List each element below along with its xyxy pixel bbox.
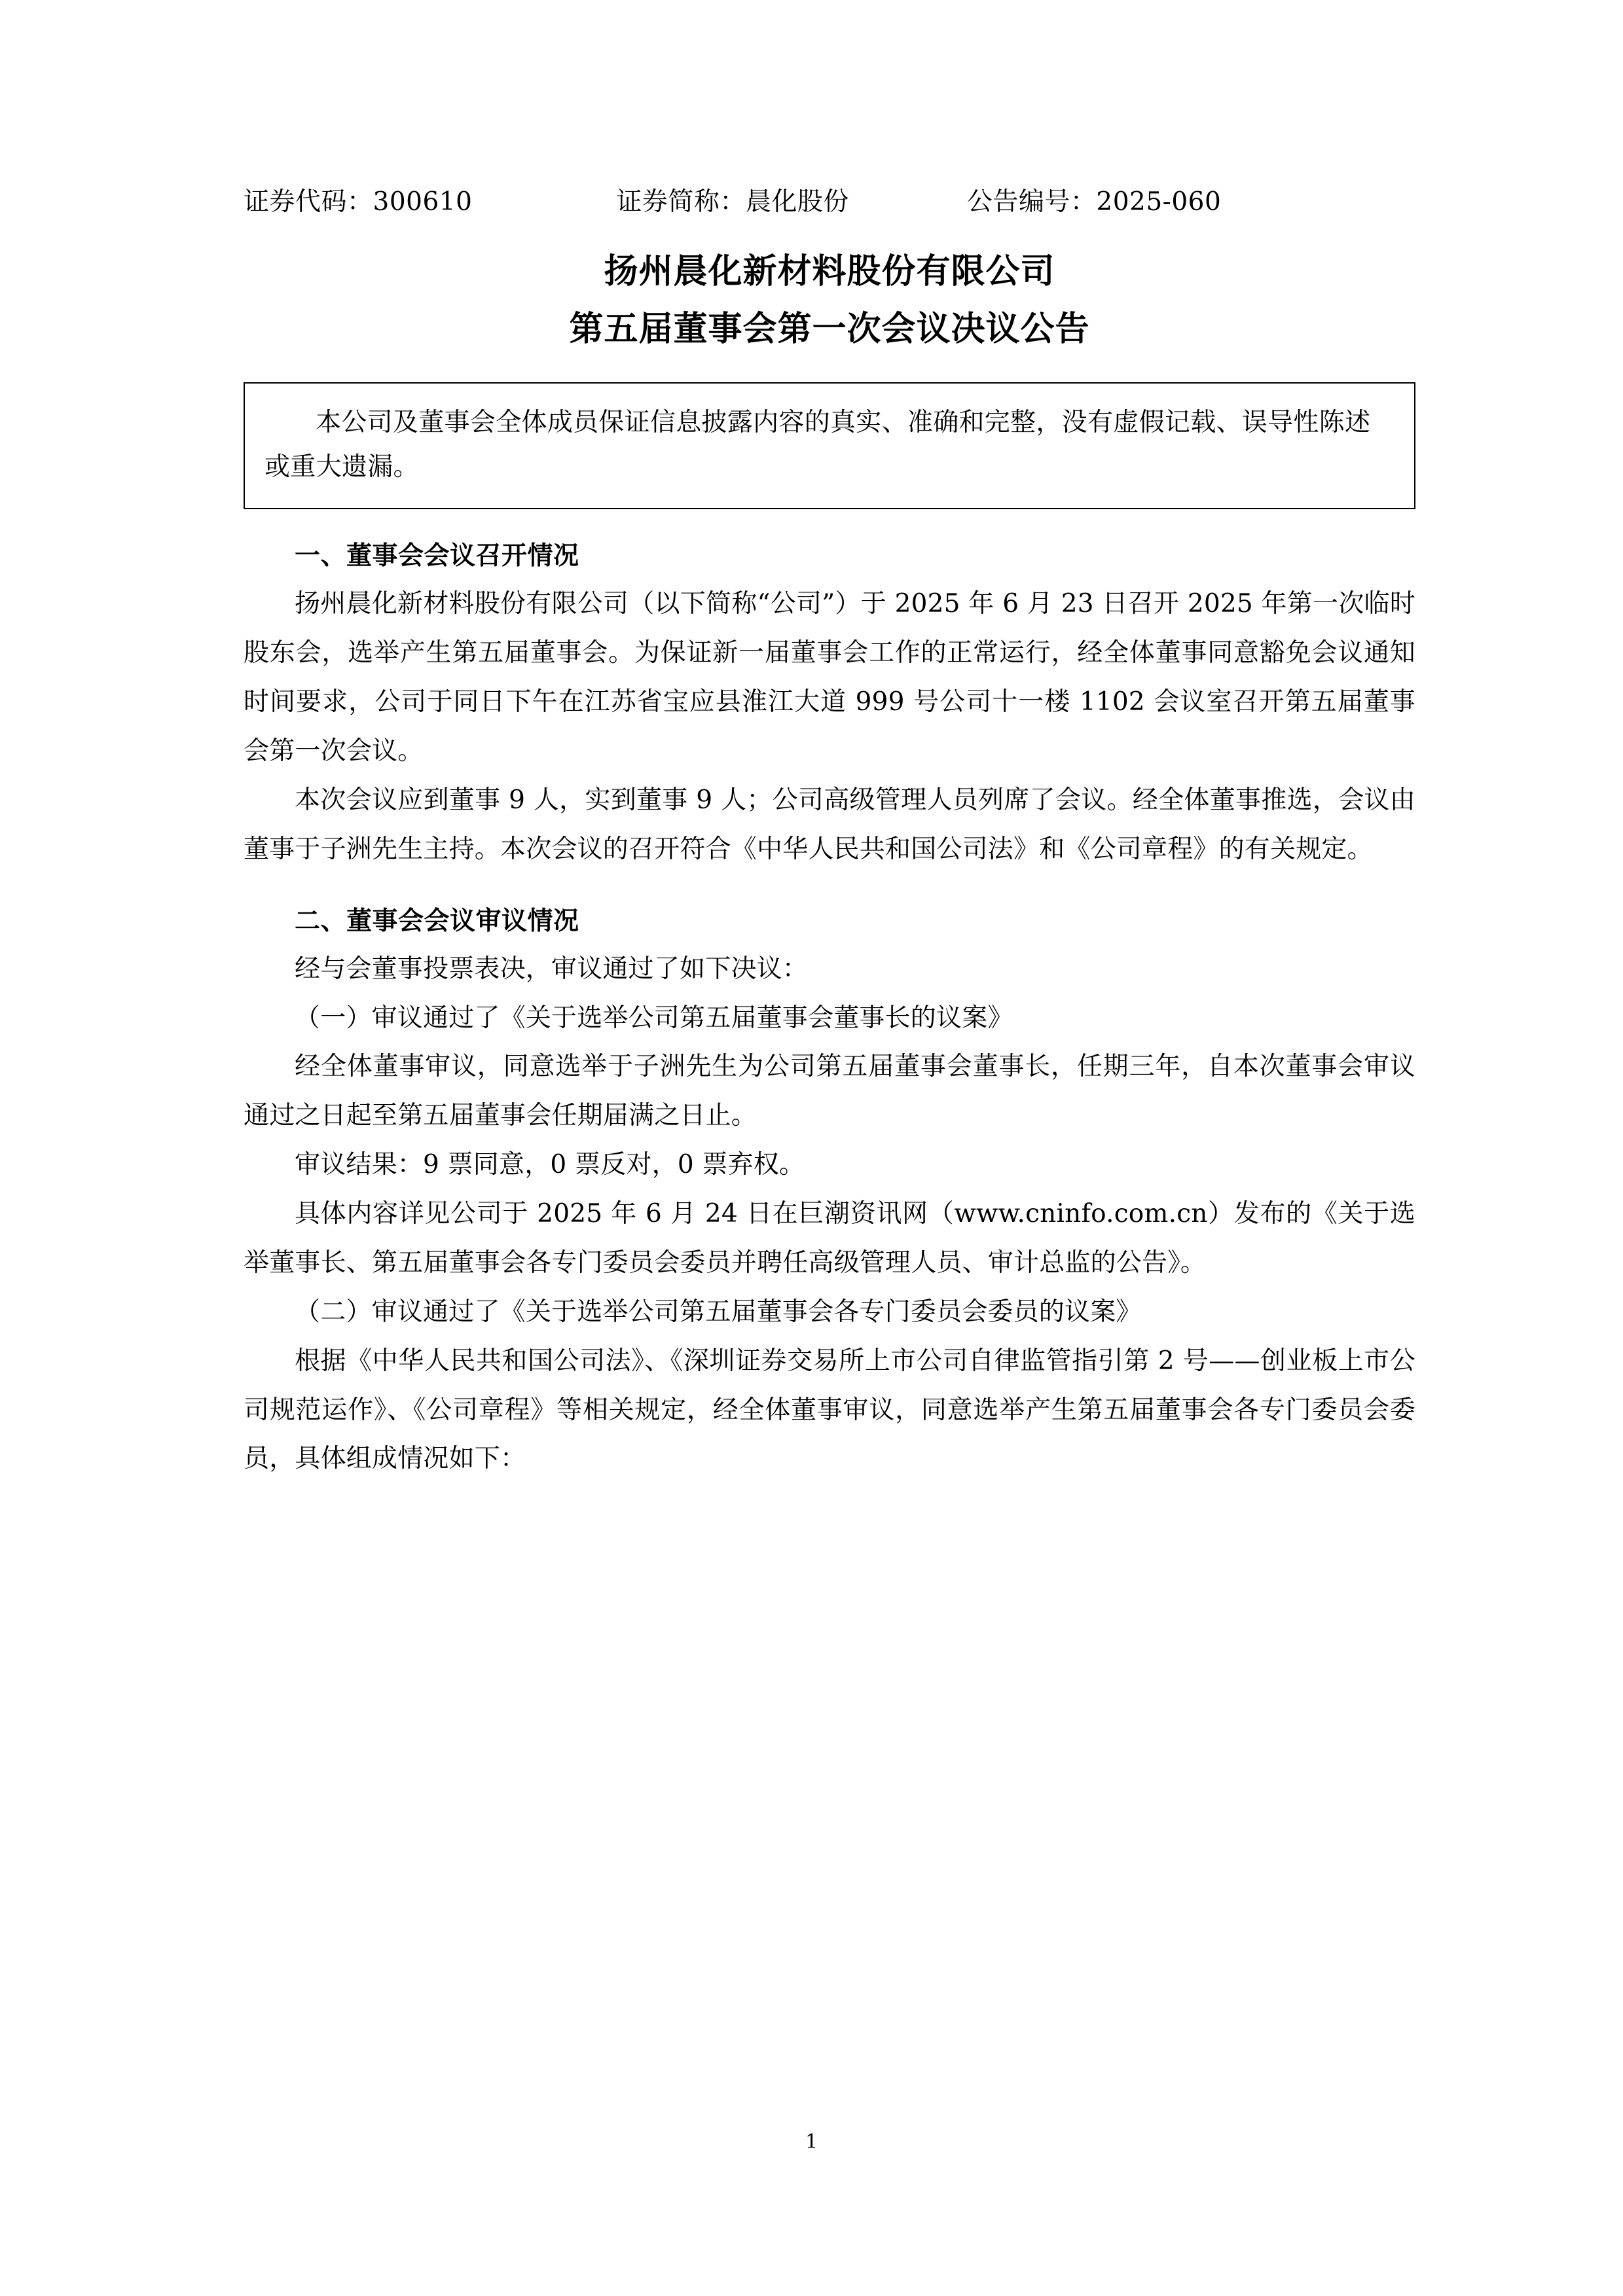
title-line-2: 第五届董事会第一次会议决议公告	[569, 309, 1090, 350]
section-2-paragraph-6: （二）审议通过了《关于选举公司第五届董事会各专门委员会委员的议案》	[295, 1297, 1142, 1327]
document-header	[244, 185, 1415, 221]
section-heading-1: 一、董事会会议召开情况	[295, 541, 579, 571]
announcement-number: 公告编号：2025-060	[966, 187, 1222, 217]
page-number: 1	[805, 2130, 818, 2153]
section-2-paragraph-2: （一）审议通过了《关于选举公司第五届董事会董事长的议案》	[295, 1003, 1013, 1033]
section-2-paragraph-4: 审议结果：9 票同意，0 票反对，0 票弃权。	[295, 1150, 805, 1180]
section-2-paragraph-7: 根据《中华人民共和国公司法》、《深圳证券交易所上市公司自律监管指引第 2 号——创业板上市公司规范运作》、《公司章程》等相关规定，经全体董事审议，同意选举产生第五届董事会各专门委员会委员，具体组成情况如下：	[244, 1346, 1415, 1474]
section-2-paragraph-5: 具体内容详见公司于 2025 年 6 月 24 日在巨潮资讯网（www.cninfo.com.cn）发布的《关于选举董事长、第五届董事会各专门委员会委员并聘任高级管理人员、审计总监的公告》。	[244, 1199, 1415, 1278]
disclaimer-box	[244, 382, 1415, 510]
security-code: 证券代码：300610	[244, 187, 473, 217]
section-heading-2: 二、董事会会议审议情况	[295, 905, 579, 936]
page-title	[244, 245, 1415, 356]
section-2-paragraph-1: 经与会董事投票表决，审议通过了如下决议：	[295, 954, 809, 984]
document-content	[244, 185, 1415, 1484]
section-1-paragraph-1: 扬州晨化新材料股份有限公司（以下简称“公司”）于 2025 年 6 月 23 日召开 2025 年第一次临时股东会，选举产生第五届董事会。为保证新一届董事会工作的正常运行，经全体董事同意豁免会议通知时间要求，公司于同日下午在江苏省宝应县淮江大道 999 号公司十一楼 1102 会议室召开第五届董事会第一次会议。	[244, 589, 1415, 766]
section-1-paragraph-2: 本次会议应到董事 9 人，实到董事 9 人；公司高级管理人员列席了会议。经全体董事推选，会议由董事于子洲先生主持。本次会议的召开符合《中华人民共和国公司法》和《公司章程》的有关规定。	[244, 785, 1415, 864]
title-line-1: 扬州晨化新材料股份有限公司	[604, 251, 1055, 291]
disclaimer-text: 本公司及董事会全体成员保证信息披露内容的真实、准确和完整，没有虚假记载、误导性陈述或重大遗漏。	[264, 407, 1371, 482]
security-name: 证券简称：晨化股份	[616, 187, 849, 217]
section-2-paragraph-3: 经全体董事审议，同意选举于子洲先生为公司第五届董事会董事长，任期三年，自本次董事会审议通过之日起至第五届董事会任期届满之日止。	[244, 1052, 1415, 1131]
